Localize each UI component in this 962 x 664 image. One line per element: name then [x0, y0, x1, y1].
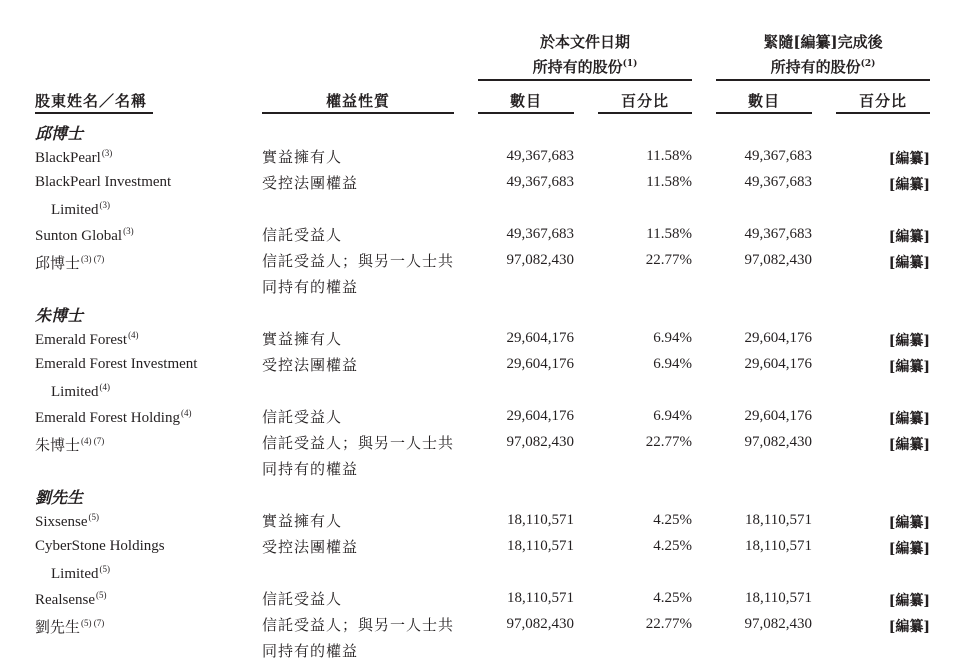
group-heading-current-line1: 於本文件日期 [539, 33, 630, 51]
shareholder-name: 邱博士$^{(3) (7)}$ [35, 254, 105, 272]
shares-percent-current: 4.25% [653, 590, 692, 606]
shareholder-name: Sixsense$^{(5)}$ [35, 512, 99, 530]
shareholder-name-continued: Limited$^{(3)}$ [51, 200, 110, 218]
interest-nature: 受控法團權益 [262, 174, 359, 192]
interest-nature: 實益擁有人 [262, 148, 343, 166]
footnote-marker: (3) (7) [81, 254, 105, 264]
shares-percent-current: 6.94% [653, 356, 692, 372]
shares-number-after: 49,367,683 [744, 148, 812, 164]
shares-percent-after: [編纂] [888, 359, 930, 375]
shareholder-name: BlackPearl Investment [35, 174, 172, 190]
footnote-marker: (3) [101, 148, 113, 158]
shares-percent-current: 22.77% [645, 616, 692, 632]
shares-percent-current: 11.58% [646, 148, 692, 164]
group-heading-after-line2: 所持有的股份$^{(2)}$ [770, 58, 876, 76]
shares-percent-after: [編纂] [888, 411, 930, 427]
shareholder-name: Sunton Global$^{(3)}$ [35, 226, 134, 244]
shares-number-current: 49,367,683 [506, 148, 574, 164]
header-rule-percent-after [836, 112, 930, 114]
shares-percent-after: [編纂] [888, 151, 930, 167]
group-rule-after [716, 79, 930, 81]
shares-number-current: 49,367,683 [506, 226, 574, 242]
interest-nature: 信託受益人；與另一人士共 同持有的權益 [262, 434, 455, 478]
shares-number-after: 49,367,683 [744, 226, 812, 242]
footnote-marker: (1) [622, 59, 638, 69]
interest-nature: 信託受益人 [262, 226, 343, 244]
column-header-number: 數目 [509, 92, 542, 110]
section-title: 朱博士 [35, 306, 84, 325]
interest-nature: 受控法團權益 [262, 538, 359, 556]
column-header-percent: 百分比 [620, 92, 669, 110]
shares-number-after: 18,110,571 [745, 538, 812, 554]
shares-number-after: 18,110,571 [745, 512, 812, 528]
shares-number-after: 29,604,176 [744, 356, 812, 372]
shares-number-current: 49,367,683 [506, 174, 574, 190]
shareholder-name: Emerald Forest$^{(4)}$ [35, 330, 139, 348]
shares-percent-after: [編纂] [888, 619, 930, 635]
shareholder-name-continued: Limited$^{(4)}$ [51, 382, 110, 400]
header-rule-nature [262, 112, 454, 114]
shareholder-name: BlackPearl$^{(3)}$ [35, 148, 113, 166]
shareholder-name: Realsense$^{(5)}$ [35, 590, 107, 608]
section-title: 邱博士 [35, 124, 84, 143]
footnote-marker: (5) [95, 590, 107, 600]
shares-percent-current: 22.77% [645, 252, 692, 268]
shares-number-current: 18,110,571 [507, 590, 574, 606]
shares-number-after: 49,367,683 [744, 174, 812, 190]
group-rule-current [478, 79, 692, 81]
shares-number-current: 97,082,430 [506, 434, 574, 450]
shares-percent-current: 6.94% [653, 408, 692, 424]
interest-nature: 受控法團權益 [262, 356, 359, 374]
footnote-marker: (5) (7) [81, 618, 105, 628]
shares-number-after: 97,082,430 [744, 252, 812, 268]
shares-percent-current: 4.25% [653, 538, 692, 554]
shares-percent-current: 6.94% [653, 330, 692, 346]
shares-number-after: 18,110,571 [745, 590, 812, 606]
column-header-percent-after: 百分比 [858, 92, 907, 110]
column-header-name: 股東姓名／名稱 [35, 92, 148, 110]
group-heading-after-line1: 緊隨[編纂]完成後 [763, 33, 883, 51]
footnote-marker: (2) [860, 59, 876, 69]
footnote-marker: (3) [99, 200, 110, 210]
shares-percent-current: 11.58% [646, 174, 692, 190]
shares-percent-current: 4.25% [653, 512, 692, 528]
footnote-marker: (5) [99, 564, 110, 574]
shares-percent-after: [編纂] [888, 229, 930, 245]
footnote-marker: (4) (7) [81, 436, 105, 446]
footnote-marker: (4) [99, 382, 110, 392]
shares-number-current: 29,604,176 [506, 356, 574, 372]
interest-nature: 實益擁有人 [262, 512, 343, 530]
header-rule-number [478, 112, 574, 114]
interest-nature: 信託受益人；與另一人士共 同持有的權益 [262, 252, 455, 296]
header-rule-percent [598, 112, 692, 114]
footnote-marker: (4) [128, 330, 139, 340]
shares-number-current: 29,604,176 [506, 408, 574, 424]
shares-percent-after: [編纂] [888, 255, 930, 271]
interest-nature: 實益擁有人 [262, 330, 343, 348]
shares-number-after: 97,082,430 [744, 434, 812, 450]
shareholder-name: CyberStone Holdings [35, 538, 165, 554]
footnote-marker: (4) [180, 408, 192, 418]
shareholder-name: Emerald Forest Investment [35, 356, 198, 372]
section-title: 劉先生 [35, 488, 84, 507]
shares-percent-after: [編纂] [888, 593, 930, 609]
shareholder-name-continued: Limited$^{(5)}$ [51, 564, 110, 582]
shares-percent-after: [編纂] [888, 541, 930, 557]
footnote-marker: (3) [123, 226, 134, 236]
shares-number-current: 97,082,430 [506, 252, 574, 268]
shares-percent-after: [編纂] [888, 515, 930, 531]
group-heading-current-line2: 所持有的股份$^{(1)}$ [532, 58, 638, 76]
shares-number-after: 29,604,176 [744, 330, 812, 346]
interest-nature: 信託受益人；與另一人士共 同持有的權益 [262, 616, 455, 660]
shareholder-name: 劉先生$^{(5) (7)}$ [35, 618, 105, 636]
shares-number-current: 18,110,571 [507, 512, 574, 528]
shares-percent-after: [編纂] [888, 333, 930, 349]
shares-percent-after: [編纂] [888, 437, 930, 453]
column-header-number-after: 數目 [747, 92, 780, 110]
shares-number-after: 97,082,430 [744, 616, 812, 632]
shares-number-after: 29,604,176 [744, 408, 812, 424]
shares-percent-current: 11.58% [646, 226, 692, 242]
group-heading-after [716, 31, 930, 78]
interest-nature: 信託受益人 [262, 408, 343, 426]
shareholder-name: Emerald Forest Holding$^{(4)}$ [35, 408, 192, 426]
group-heading-current [478, 31, 692, 78]
interest-nature: 信託受益人 [262, 590, 343, 608]
shares-percent-current: 22.77% [645, 434, 692, 450]
column-header-nature: 權益性質 [325, 92, 390, 110]
header-rule-number-after [716, 112, 812, 114]
shares-number-current: 97,082,430 [506, 616, 574, 632]
footnote-marker: (5) [88, 512, 99, 522]
shares-percent-after: [編纂] [888, 177, 930, 193]
shares-number-current: 18,110,571 [507, 538, 574, 554]
shareholder-name: 朱博士$^{(4) (7)}$ [35, 436, 105, 454]
header-rule-name [35, 112, 153, 114]
shares-number-current: 29,604,176 [506, 330, 574, 346]
